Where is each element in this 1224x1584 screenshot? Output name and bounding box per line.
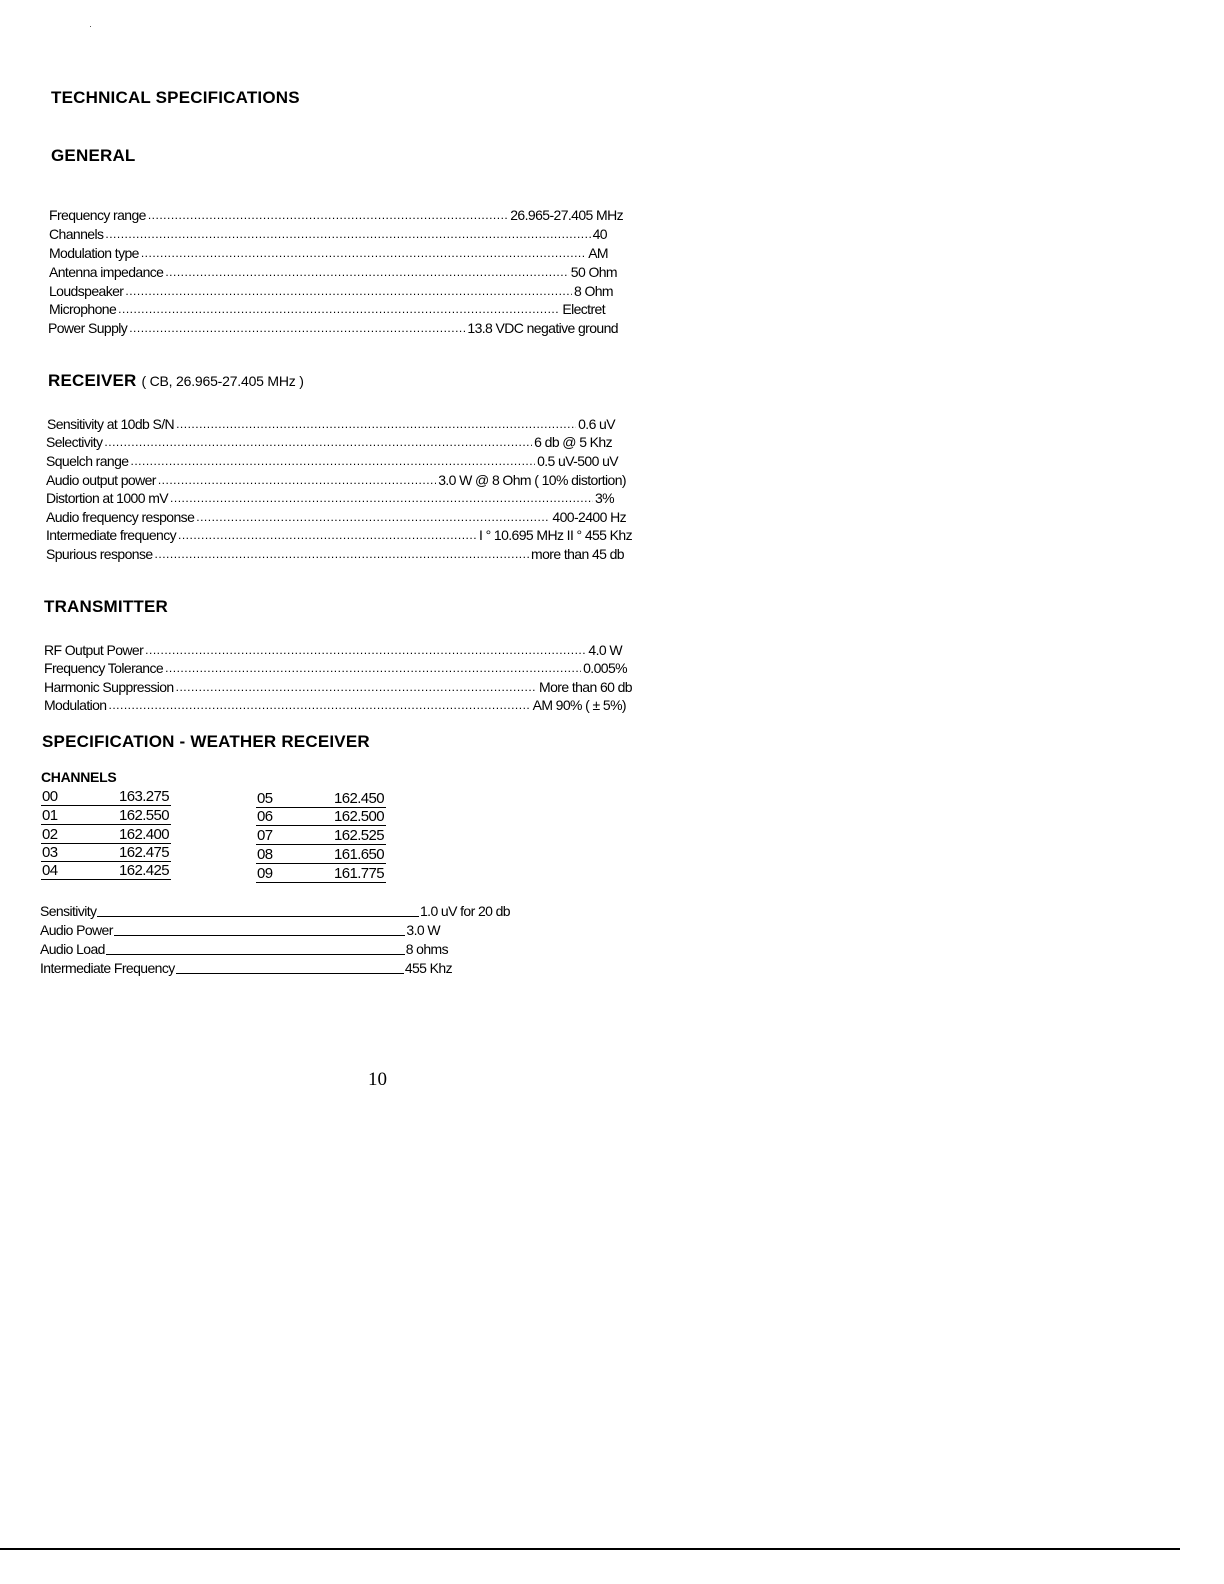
spec-label: Sensitivity bbox=[40, 903, 97, 919]
spec-label: Intermediate Frequency bbox=[40, 960, 175, 976]
dot-leader bbox=[170, 490, 593, 506]
spec-row bbox=[49, 205, 623, 223]
channel-number: 01 bbox=[42, 807, 58, 824]
channel-frequency: 162.500 bbox=[333, 808, 384, 825]
section-heading-transmitter: TRANSMITTER bbox=[44, 597, 169, 616]
channel-number: 00 bbox=[42, 788, 58, 805]
spec-row bbox=[46, 432, 612, 450]
dot-leader bbox=[176, 416, 576, 432]
weather-spec-row bbox=[40, 920, 440, 938]
spec-row bbox=[46, 451, 618, 469]
dot-leader bbox=[178, 527, 477, 543]
spec-value: 26.965-27.405 MHz bbox=[510, 207, 623, 223]
spec-label: Sensitivity at 10db S/N bbox=[47, 416, 175, 432]
dot-leader bbox=[118, 301, 560, 317]
spec-row bbox=[46, 507, 626, 525]
spec-row bbox=[49, 262, 617, 280]
channels-heading: CHANNELS bbox=[41, 769, 117, 785]
dot-leader bbox=[165, 660, 581, 676]
weather-spec-row bbox=[40, 901, 510, 919]
spec-value: 4.0 W bbox=[588, 642, 622, 658]
spec-value: 3% bbox=[594, 490, 614, 506]
spec-row bbox=[49, 224, 607, 242]
dot-leader bbox=[129, 320, 465, 336]
channel-entry bbox=[41, 806, 171, 825]
spec-row bbox=[46, 488, 614, 506]
dot-leader bbox=[165, 264, 568, 280]
spec-label: Loudspeaker bbox=[49, 283, 124, 299]
spec-value: 50 Ohm bbox=[570, 264, 617, 280]
spec-label: Power Supply bbox=[48, 320, 128, 336]
channel-number: 02 bbox=[42, 826, 58, 843]
channel-entry bbox=[256, 845, 386, 864]
scan-speck bbox=[90, 26, 91, 27]
channel-number: 06 bbox=[257, 808, 273, 825]
channel-entry bbox=[41, 861, 171, 880]
receiver-heading: RECEIVER bbox=[48, 371, 137, 390]
weather-spec-row bbox=[40, 939, 448, 957]
spec-label: Intermediate frequency bbox=[46, 527, 176, 543]
dot-leader bbox=[105, 226, 590, 242]
channel-frequency: 161.775 bbox=[333, 865, 384, 882]
spec-label: Spurious response bbox=[46, 546, 153, 562]
channel-entry bbox=[256, 789, 386, 808]
spec-label: Modulation type bbox=[49, 245, 139, 261]
channel-number: 03 bbox=[42, 844, 58, 861]
spec-row bbox=[47, 414, 615, 432]
spec-row bbox=[46, 525, 632, 543]
dot-leader bbox=[158, 472, 436, 488]
spec-value: 13.8 VDC negative ground bbox=[467, 320, 618, 336]
channel-frequency: 162.525 bbox=[333, 827, 384, 844]
spec-label: Squelch range bbox=[46, 453, 129, 469]
spec-row bbox=[49, 243, 608, 261]
channel-frequency: 163.275 bbox=[118, 788, 169, 805]
channel-entry bbox=[41, 787, 171, 806]
channel-frequency: 162.550 bbox=[118, 807, 169, 824]
spec-value: AM 90% ( ± 5%) bbox=[532, 697, 626, 713]
dot-leader bbox=[141, 245, 586, 261]
channel-entry bbox=[256, 826, 386, 845]
dot-leader bbox=[109, 697, 531, 713]
spec-value: 3.0 W bbox=[406, 922, 440, 938]
channel-number: 09 bbox=[257, 865, 273, 882]
spec-label: Antenna impedance bbox=[49, 264, 164, 280]
channel-frequency: 162.400 bbox=[118, 826, 169, 843]
channel-number: 08 bbox=[257, 846, 273, 863]
spec-row bbox=[46, 470, 626, 488]
spec-row bbox=[44, 658, 627, 676]
dot-leader bbox=[131, 453, 536, 469]
channel-number: 04 bbox=[42, 862, 58, 879]
channel-frequency: 162.450 bbox=[333, 790, 384, 807]
spec-value: 0.005% bbox=[583, 660, 627, 676]
underline-leader bbox=[114, 934, 406, 936]
channel-frequency: 161.650 bbox=[333, 846, 384, 863]
spec-label: Channels bbox=[49, 226, 104, 242]
spec-value: 0.5 uV-500 uV bbox=[537, 453, 618, 469]
spec-value: More than 60 db bbox=[539, 679, 632, 695]
spec-label: Audio Load bbox=[40, 941, 105, 957]
underline-leader bbox=[97, 915, 419, 917]
channel-entry bbox=[256, 864, 386, 883]
spec-value: more than 45 db bbox=[531, 546, 624, 562]
spec-value: 8 ohms bbox=[405, 941, 448, 957]
dot-leader bbox=[155, 546, 529, 562]
section-heading-receiver bbox=[48, 371, 304, 391]
spec-label: Harmonic Suppression bbox=[44, 679, 174, 695]
spec-label: Audio Power bbox=[40, 922, 113, 938]
dot-leader bbox=[148, 207, 508, 223]
channel-frequency: 162.475 bbox=[118, 844, 169, 861]
spec-label: RF Output Power bbox=[44, 642, 144, 658]
dot-leader bbox=[145, 642, 586, 658]
spec-row bbox=[49, 299, 605, 317]
spec-label: Audio output power bbox=[46, 472, 156, 488]
spec-label: Modulation bbox=[44, 697, 107, 713]
channel-entry bbox=[41, 825, 171, 844]
spec-row bbox=[49, 281, 613, 299]
section-heading-general: GENERAL bbox=[51, 146, 136, 165]
section-heading-weather: SPECIFICATION - WEATHER RECEIVER bbox=[42, 732, 370, 751]
spec-row bbox=[48, 318, 618, 336]
spec-value: 1.0 uV for 20 db bbox=[419, 903, 510, 919]
spec-label: Audio frequency response bbox=[46, 509, 195, 525]
underline-leader bbox=[176, 972, 404, 974]
bottom-rule bbox=[0, 1548, 1180, 1550]
spec-value: 0.6 uV bbox=[578, 416, 615, 432]
dot-leader bbox=[176, 679, 537, 695]
spec-row bbox=[44, 677, 632, 695]
dot-leader bbox=[104, 434, 532, 450]
spec-label: Distortion at 1000 mV bbox=[46, 490, 169, 506]
spec-value: 400-2400 Hz bbox=[552, 509, 626, 525]
spec-value: 8 Ohm bbox=[573, 283, 613, 299]
weather-spec-row bbox=[40, 958, 452, 976]
spec-value: 40 bbox=[592, 226, 607, 242]
spec-label: Microphone bbox=[49, 301, 117, 317]
spec-value: 3.0 W @ 8 Ohm ( 10% distortion) bbox=[438, 472, 626, 488]
channel-entry bbox=[256, 807, 386, 826]
spec-value: AM bbox=[588, 245, 608, 261]
dot-leader bbox=[125, 283, 572, 299]
channel-number: 05 bbox=[257, 790, 273, 807]
channel-frequency: 162.425 bbox=[118, 862, 169, 879]
spec-row bbox=[46, 544, 624, 562]
spec-value: I ° 10.695 MHz II ° 455 Khz bbox=[479, 527, 632, 543]
dot-leader bbox=[196, 509, 550, 525]
spec-value: Electret bbox=[562, 301, 605, 317]
channel-entry bbox=[41, 843, 171, 862]
spec-value: 455 Khz bbox=[404, 960, 452, 976]
spec-row bbox=[44, 695, 626, 713]
spec-label: Selectivity bbox=[46, 434, 103, 450]
spec-label: Frequency range bbox=[49, 207, 146, 223]
page-title: TECHNICAL SPECIFICATIONS bbox=[51, 88, 300, 107]
underline-leader bbox=[106, 953, 405, 955]
spec-label: Frequency Tolerance bbox=[44, 660, 164, 676]
page-number: 10 bbox=[368, 1069, 387, 1090]
spec-value: 6 db @ 5 Khz bbox=[534, 434, 612, 450]
receiver-subheading: ( CB, 26.965-27.405 MHz ) bbox=[141, 373, 304, 389]
channel-number: 07 bbox=[257, 827, 273, 844]
spec-row bbox=[44, 640, 622, 658]
